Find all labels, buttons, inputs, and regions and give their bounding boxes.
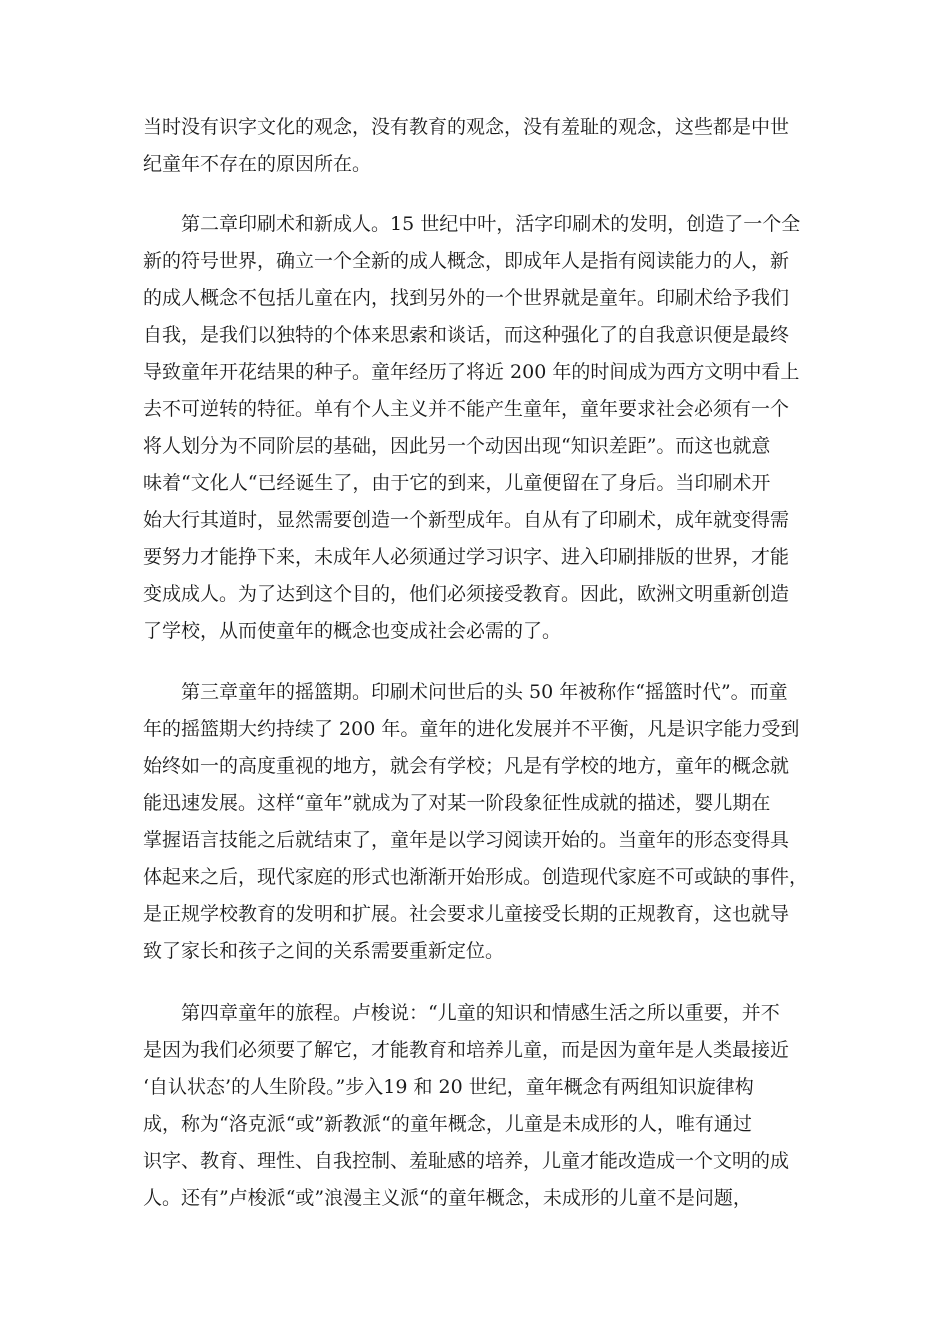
text-line: 去不可逆转的特征。单有个人主义并不能产生童年，童年要求社会必须有一个 <box>143 398 790 420</box>
text-line: 导致童年开花结果的种子。童年经历了将近 200 年的时间成为西方文明中看上 <box>143 361 800 383</box>
text-line: 第二章印刷术和新成人。15 世纪中叶，活字印刷术的发明，创造了一个全 <box>181 213 801 235</box>
text-line: 是因为我们必须要了解它，才能教育和培养儿童，而是因为童年是人类最接近 <box>143 1039 790 1061</box>
text-line: 纪童年不存在的原因所在。 <box>143 153 372 175</box>
text-line: 年的摇篮期大约持续了 200 年。童年的进化发展并不平衡，凡是识字能力受到 <box>143 718 800 740</box>
text-line: 掌握语言技能之后就结束了，童年是以学习阅读开始的。当童年的形态变得具 <box>143 829 790 851</box>
text-line: 新的符号世界，确立一个全新的成人概念，即成年人是指有阅读能力的人，新 <box>143 250 790 272</box>
text-line: 是正规学校教育的发明和扩展。社会要求儿童接受长期的正规教育，这也就导 <box>143 903 790 925</box>
text-line: 人。还有”卢梭派“或”浪漫主义派“的童年概念，未成形的儿童不是问题， <box>143 1187 752 1209</box>
text-line: ‘自认状态’的人生阶段。”步入19 和 20 世纪，童年概念有两组知识旋律构 <box>143 1076 754 1098</box>
text-line: 变成成人。为了达到这个目的，他们必须接受教育。因此，欧洲文明重新创造 <box>143 583 790 605</box>
text-line: 能迅速发展。这样“童年”就成为了对某一阶段象征性成就的描述，婴儿期在 <box>143 792 771 814</box>
text-line: 第四章童年的旅程。卢梭说：“儿童的知识和情感生活之所以重要，并不 <box>181 1002 780 1024</box>
text-line: 始终如一的高度重视的地方，就会有学校；凡是有学校的地方，童年的概念就 <box>143 755 790 777</box>
text-line: 味着“文化人“已经诞生了，由于它的到来，儿童便留在了身后。当印刷术开 <box>143 472 771 494</box>
text-line: 致了家长和孩子之间的关系需要重新定位。 <box>143 940 505 962</box>
text-line: 第三章童年的摇篮期。印刷术问世后的头 50 年被称作“摇篮时代”。而童 <box>181 681 788 703</box>
text-line: 识字、教育、理性、自我控制、羞耻感的培养，儿童才能改造成一个文明的成 <box>143 1150 790 1172</box>
text-line: 了学校，从而使童年的概念也变成社会必需的了。 <box>143 620 562 642</box>
text-line: 将人划分为不同阶层的基础，因此另一个动因出现“知识差距”。而这也就意 <box>143 435 771 457</box>
text-line: 体起来之后，现代家庭的形式也渐渐开始形成。创造现代家庭不可或缺的事件， <box>143 866 809 888</box>
text-line: 当时没有识字文化的观念，没有教育的观念，没有羞耻的观念，这些都是中世 <box>143 116 790 138</box>
text-line: 始大行其道时，显然需要创造一个新型成年。自从有了印刷术，成年就变得需 <box>143 509 790 531</box>
text-line: 成，称为“洛克派“或”新教派“的童年概念，儿童是未成形的人，唯有通过 <box>143 1113 752 1135</box>
text-line: 自我，是我们以独特的个体来思索和谈话，而这种强化了的自我意识便是最终 <box>143 324 790 346</box>
text-line: 要努力才能挣下来，未成年人必须通过学习识字、进入印刷排版的世界，才能 <box>143 546 790 568</box>
text-line: 的成人概念不包括儿童在内，找到另外的一个世界就是童年。印刷术给予我们 <box>143 287 790 309</box>
